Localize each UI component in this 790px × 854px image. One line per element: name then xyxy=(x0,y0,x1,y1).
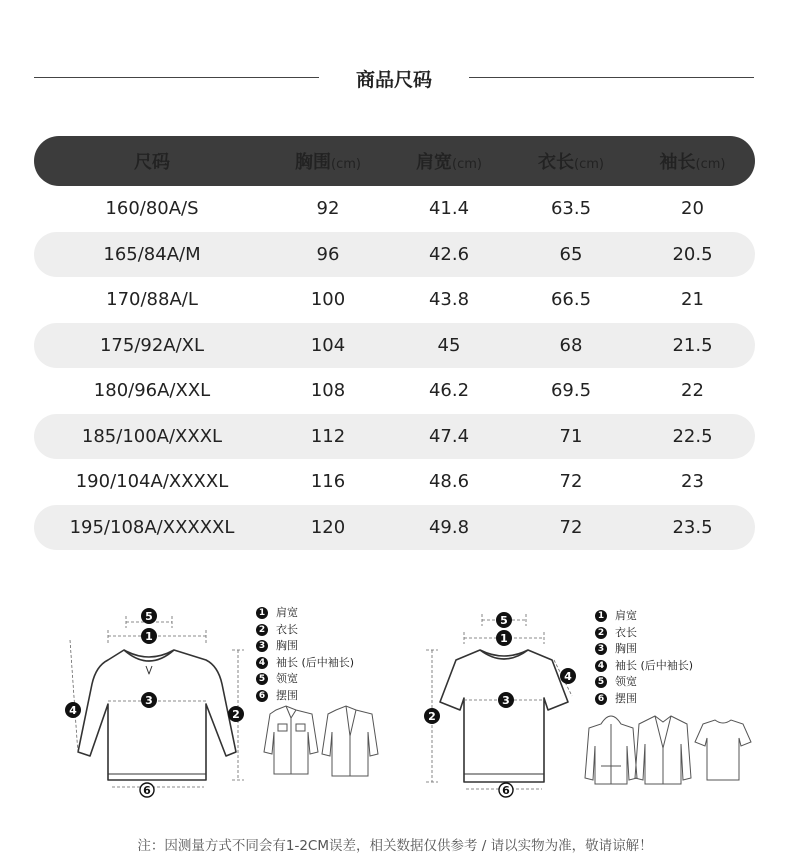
svg-text:5: 5 xyxy=(500,614,508,627)
jacket-blazer-illustration xyxy=(258,702,388,782)
marker-5 xyxy=(496,612,512,628)
table-row xyxy=(34,459,755,505)
marker-6 xyxy=(140,783,154,797)
cell-size: 190/104A/XXXXL xyxy=(75,471,229,493)
cell-size: 175/92A/XL xyxy=(99,334,205,356)
svg-text:2: 2 xyxy=(232,708,240,721)
sweatshirt-measure-diagram xyxy=(56,604,256,802)
table-row xyxy=(34,323,755,369)
marker-3 xyxy=(141,692,157,708)
cell-size: 185/100A/XXXL xyxy=(81,425,223,447)
marker-1 xyxy=(496,630,512,646)
cell-length: 66.5 xyxy=(550,289,592,311)
legend-item: 2 衣长 xyxy=(595,625,693,642)
cell-chest: 100 xyxy=(310,289,346,311)
cell-sleeve: 21.5 xyxy=(672,334,713,356)
cell-shoulder: 42.6 xyxy=(428,243,470,265)
cell-length: 72 xyxy=(559,516,583,538)
cell-shoulder: 43.8 xyxy=(428,289,470,311)
cell-size: 160/80A/S xyxy=(105,198,199,220)
legend-item: 1 肩宽 xyxy=(595,608,693,625)
header-length: 衣长(cm) xyxy=(538,152,604,173)
svg-text:6: 6 xyxy=(502,784,510,797)
table-row xyxy=(34,368,755,414)
table-header xyxy=(34,136,755,186)
marker-1 xyxy=(141,628,157,644)
svg-text:4: 4 xyxy=(564,670,572,683)
section-title: 商品尺码 xyxy=(355,69,432,91)
legend-item: 3 胸围 xyxy=(256,638,354,655)
cell-shoulder: 47.4 xyxy=(428,425,470,447)
legend-left xyxy=(256,605,354,704)
marker-3 xyxy=(498,692,514,708)
svg-text:5: 5 xyxy=(145,610,153,623)
cell-shoulder: 48.6 xyxy=(428,471,470,493)
table-row xyxy=(34,186,755,232)
cell-sleeve: 23.5 xyxy=(672,516,713,538)
svg-text:1: 1 xyxy=(500,632,508,645)
cell-shoulder: 41.4 xyxy=(428,198,470,220)
svg-text:3: 3 xyxy=(145,694,153,707)
cell-sleeve: 21 xyxy=(681,289,704,311)
marker-2 xyxy=(424,708,440,724)
cell-chest: 104 xyxy=(310,334,346,356)
section-title-row xyxy=(34,62,754,94)
cell-shoulder: 49.8 xyxy=(428,516,470,538)
cell-length: 68 xyxy=(559,334,583,356)
cell-length: 63.5 xyxy=(550,198,592,220)
legend-right xyxy=(595,608,693,707)
legend-item: 2 衣长 xyxy=(256,622,354,639)
cell-size: 170/88A/L xyxy=(106,289,198,311)
svg-text:4: 4 xyxy=(69,704,77,717)
marker-5 xyxy=(141,608,157,624)
cell-sleeve: 20 xyxy=(681,198,704,220)
svg-text:6: 6 xyxy=(143,784,151,797)
legend-item: 1 肩宽 xyxy=(256,605,354,622)
legend-item: 5 领宽 xyxy=(256,671,354,688)
hoodie-cardigan-tee-illustration xyxy=(583,708,753,788)
cell-length: 65 xyxy=(559,243,583,265)
size-table xyxy=(34,136,755,550)
marker-4 xyxy=(560,668,576,684)
svg-text:1: 1 xyxy=(145,630,153,643)
marker-2 xyxy=(228,706,244,722)
svg-text:2: 2 xyxy=(428,710,436,723)
cell-size: 165/84A/M xyxy=(103,243,201,265)
header-sleeve: 袖长(cm) xyxy=(659,152,726,173)
legend-item: 4 袖长 (后中袖长) xyxy=(595,658,693,675)
table-row xyxy=(34,232,755,278)
header-chest: 胸围(cm) xyxy=(295,152,361,173)
header-size: 尺码 xyxy=(134,152,170,173)
footnote: 注：因测量方式不同会有1-2CM误差，相关数据仅供参考 / 请以实物为准，敬请谅解！ xyxy=(137,838,653,854)
cell-sleeve: 20.5 xyxy=(672,243,713,265)
cell-chest: 96 xyxy=(316,243,340,265)
cell-size: 195/108A/XXXXXL xyxy=(69,516,235,538)
cell-shoulder: 46.2 xyxy=(428,380,470,402)
table-row xyxy=(34,277,755,323)
cell-size: 180/96A/XXL xyxy=(93,380,211,402)
cell-length: 72 xyxy=(559,471,583,493)
marker-6 xyxy=(499,783,513,797)
table-row xyxy=(34,505,755,551)
legend-item: 6 摆围 xyxy=(595,691,693,708)
legend-item: 6 摆围 xyxy=(256,688,354,705)
legend-item: 5 领宽 xyxy=(595,674,693,691)
cell-chest: 116 xyxy=(310,471,346,493)
cell-sleeve: 22 xyxy=(681,380,704,402)
header-shoulder: 肩宽(cm) xyxy=(416,152,482,173)
cell-sleeve: 23 xyxy=(681,471,704,493)
cell-shoulder: 45 xyxy=(437,334,461,356)
svg-text:3: 3 xyxy=(502,694,510,707)
cell-length: 71 xyxy=(559,425,583,447)
cell-chest: 112 xyxy=(310,425,346,447)
legend-item: 4 袖长 (后中袖长) xyxy=(256,655,354,672)
table-row xyxy=(34,414,755,460)
marker-4 xyxy=(65,702,81,718)
title-divider-right xyxy=(469,77,754,78)
tshirt-measure-diagram xyxy=(420,606,590,802)
cell-chest: 92 xyxy=(316,198,340,220)
cell-length: 69.5 xyxy=(550,380,592,402)
cell-chest: 120 xyxy=(310,516,346,538)
cell-chest: 108 xyxy=(310,380,346,402)
cell-sleeve: 22.5 xyxy=(672,425,713,447)
legend-item: 3 胸围 xyxy=(595,641,693,658)
